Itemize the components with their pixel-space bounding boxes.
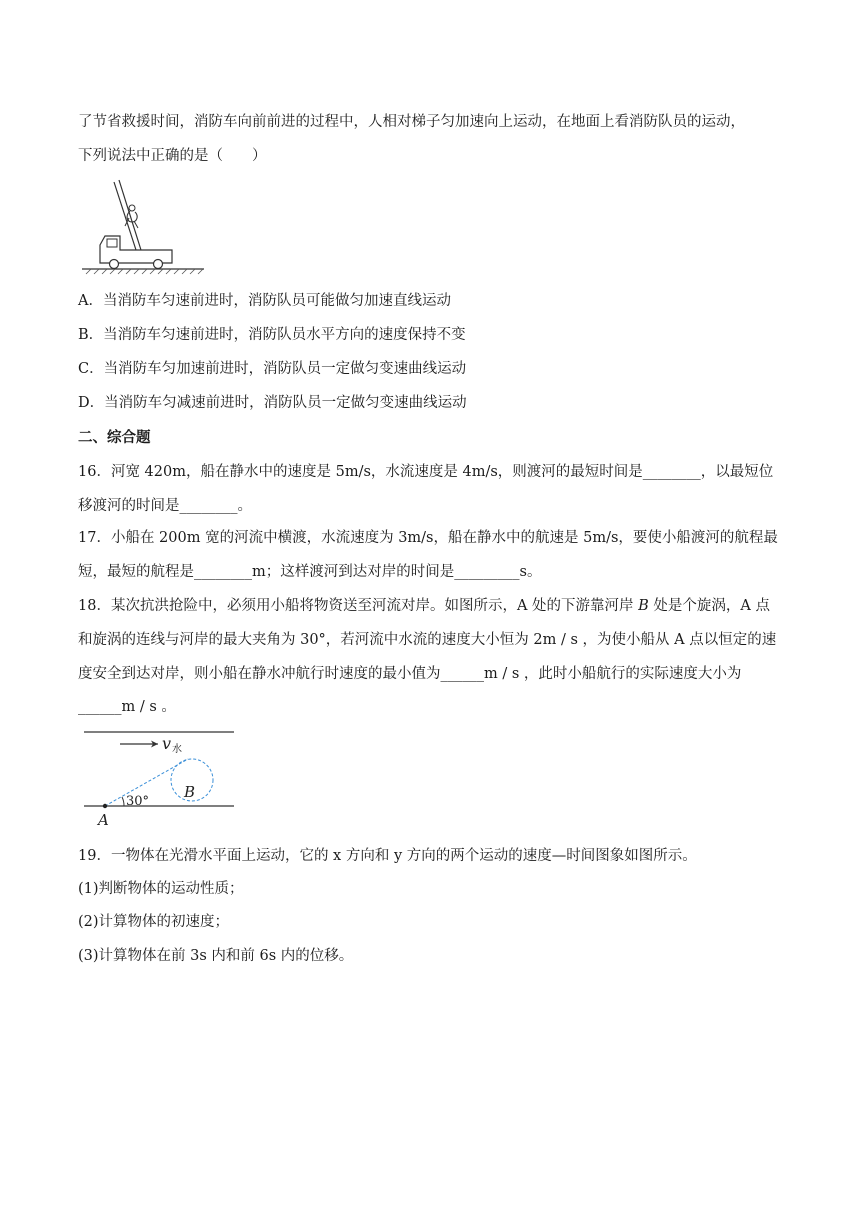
q15-text-line-2: 下列说法中正确的是（ ）	[78, 148, 267, 164]
point-a-dot	[103, 804, 107, 808]
section-heading: 二、综合题	[78, 430, 151, 446]
river-vortex-figure	[78, 724, 238, 832]
fire-truck-ladder-figure	[80, 178, 205, 278]
q18-line-2: 和旋涡的连线与河岸的最大夹角为 30°，若河流中水流的速度大小恒为 2m / s ，为使小船从 A 点以恒定的速	[78, 632, 777, 648]
q15-option-c: C．当消防车匀加速前进时，消防队员一定做匀变速曲线运动	[78, 361, 467, 377]
q19-sub-3: (3)计算物体在前 3s 内和前 6s 内的位移。	[78, 948, 354, 964]
q16-line-1: 16．河宽 420m，船在静水中的速度是 5m/s，水流速度是 4m/s，则渡河的最短时间是________，以最短位	[78, 464, 774, 480]
q18-line-4: ______m / s 。	[78, 699, 176, 715]
q16-line-2: 移渡河的时间是________。	[78, 498, 252, 514]
q18-line-1-part-c: 处是个旋涡，A 点	[648, 598, 770, 614]
q15-option-a: A．当消防车匀速前进时，消防队员可能做匀加速直线运动	[78, 293, 451, 309]
angle-arc	[122, 797, 124, 806]
q15-option-b: B．当消防车匀速前进时，消防队员水平方向的速度保持不变	[78, 327, 466, 343]
q18-line-1-part-a: 18．某次抗洪抢险中，必须用小船将物资送至河流对岸。如图所示，A 处的下游靠河岸	[78, 598, 639, 614]
v-subscript: 水	[172, 744, 182, 755]
point-b-label: B	[184, 783, 196, 801]
q19-sub-2: (2)计算物体的初速度；	[78, 914, 230, 930]
q18-line-1	[78, 596, 770, 616]
q18-line-3: 度安全到达对岸，则小船在静水冲航行时速度的最小值为______m / s ，此时小船航行的实际速度大小为	[78, 666, 742, 682]
q17-line-1: 17．小船在 200m 宽的河流中横渡，水流速度为 3m/s，船在静水中的航速是 5m/s，要使小船渡河的航程最	[78, 530, 778, 546]
q19-sub-1: (1)判断物体的运动性质；	[78, 881, 244, 897]
q15-text-line-1: 了节省救援时间，消防车向前前进的过程中，人相对梯子匀加速向上运动，在地面上看消防队员的运动，	[78, 114, 745, 130]
q15-option-d: D．当消防车匀减速前进时，消防队员一定做匀变速曲线运动	[78, 395, 467, 411]
angle-label: 30°	[126, 794, 150, 809]
q18-vortex-letter: B	[638, 598, 649, 614]
q19-line-1: 19．一物体在光滑水平面上运动，它的 x 方向和 y 方向的两个运动的速度—时间图象如图所示。	[78, 848, 697, 864]
v-label: v	[162, 734, 172, 753]
point-a-label: A	[98, 811, 109, 829]
q17-line-2: 短，最短的航程是________m；这样渡河到达对岸的时间是_________s。	[78, 564, 542, 580]
